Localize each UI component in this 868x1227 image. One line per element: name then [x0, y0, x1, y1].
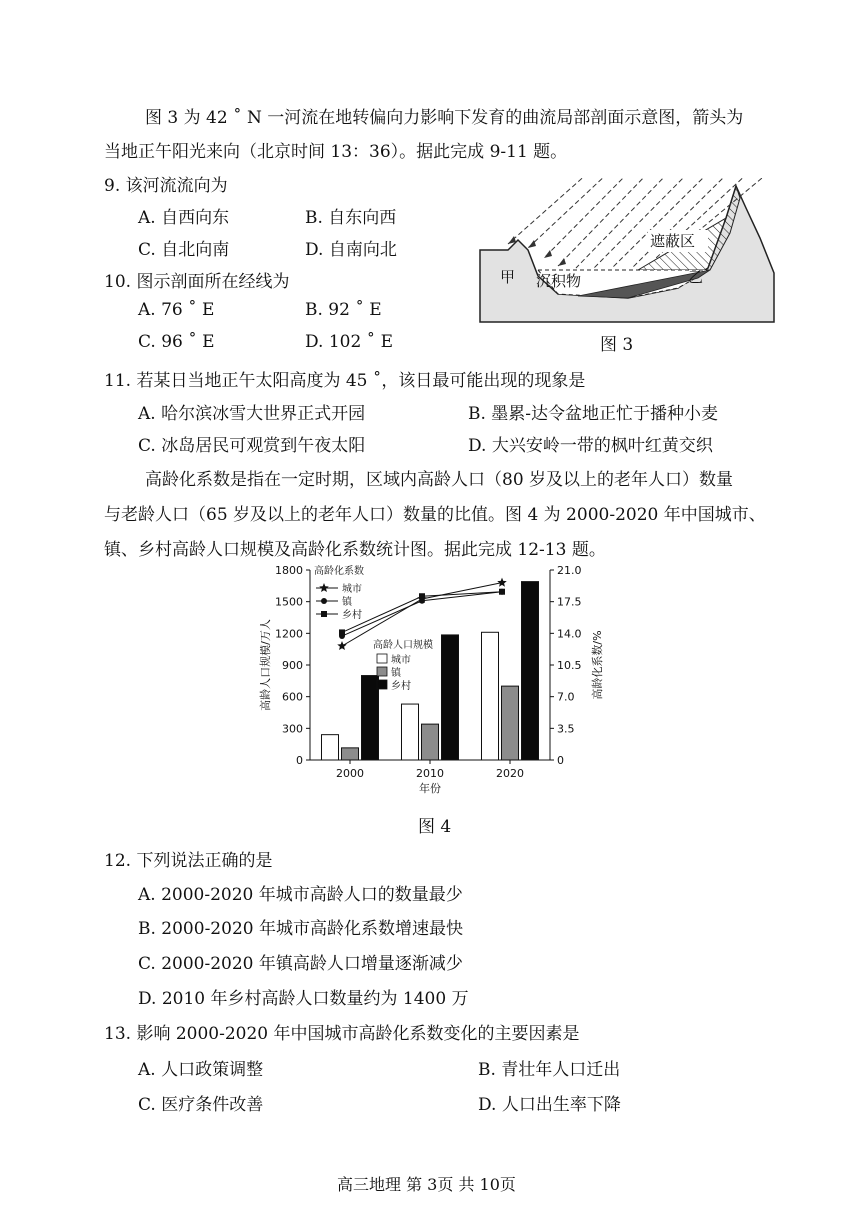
bar-乡村: [362, 676, 379, 760]
label-shaded-area: 遮蔽区: [650, 232, 696, 250]
line-legend-marker: [321, 611, 327, 617]
bar-legend-title: 高龄人口规模: [373, 640, 433, 651]
q10-option-b: B. 92 ˚ E: [305, 300, 382, 320]
x-tick-label: 2020: [496, 767, 524, 780]
figure-3-caption: 图 3: [600, 335, 634, 355]
y2-tick-label: 0: [557, 754, 564, 767]
figure-4-chart: [255, 560, 615, 800]
intro-line-1: 图 3 为 42 ˚ N 一河流在地转偏向力影响下发育的曲流局部剖面示意图，箭头为: [145, 108, 744, 128]
bar-城市: [402, 704, 419, 760]
q12-option-c: C. 2000-2020 年镇高龄人口增量逐渐减少: [138, 954, 463, 974]
q11-option-c: C. 冰岛居民可观赏到午夜太阳: [138, 436, 366, 456]
bar-城市: [322, 735, 339, 760]
question-11-stem: 11. 若某日当地正午太阳高度为 45 ˚，该日最可能出现的现象是: [104, 371, 586, 391]
line-legend-label: 乡村: [342, 610, 362, 621]
question-9-stem: 9. 该河流流向为: [104, 176, 228, 196]
q9-option-d: D. 自南向北: [305, 240, 397, 260]
q13-option-d: D. 人口出生率下降: [478, 1095, 621, 1115]
q9-option-c: C. 自北向南: [138, 240, 230, 260]
y-tick-label: 0: [296, 754, 303, 767]
point-城市: [337, 641, 347, 650]
bar-镇: [342, 748, 359, 760]
bar-legend-swatch: [377, 667, 387, 676]
bar-legend-swatch: [377, 654, 387, 663]
q13-option-a: A. 人口政策调整: [138, 1060, 264, 1080]
y2-axis-label: 高龄化系数/%: [591, 630, 604, 700]
intro2-line-2: 与老龄人口（65 岁及以上的老年人口）数量的比值。图 4 为 2000-2020 年中国城市、: [104, 505, 766, 525]
y-tick-label: 1500: [275, 595, 303, 609]
question-13-stem: 13. 影响 2000-2020 年中国城市高龄化系数变化的主要因素是: [104, 1024, 580, 1044]
q12-option-a: A. 2000-2020 年城市高龄人口的数量最少: [138, 885, 463, 905]
y-tick-label: 300: [282, 722, 303, 736]
intro-line-2: 当地正午阳光来向（北京时间 13：36）。据此完成 9-11 题。: [104, 142, 568, 162]
line-城市: [342, 583, 502, 646]
intro2-line-1: 高龄化系数是指在一定时期，区域内高龄人口（80 岁及以上的老年人口）数量: [145, 470, 734, 490]
q13-option-c: C. 医疗条件改善: [138, 1095, 264, 1115]
question-12-stem: 12. 下列说法正确的是: [104, 851, 273, 871]
label-sediment: 沉积物: [536, 272, 582, 290]
y-tick-label: 900: [282, 659, 303, 672]
bar-城市: [482, 632, 499, 760]
figure-4-caption: 图 4: [418, 817, 452, 837]
y2-tick-label: 7.0: [557, 690, 575, 704]
q10-option-d: D. 102 ˚ E: [305, 332, 393, 352]
point-乡村: [499, 589, 505, 595]
q11-option-b: B. 墨累-达令盆地正忙于播种小麦: [468, 404, 719, 424]
line-legend-label: 镇: [342, 597, 352, 608]
y-tick-label: 1200: [275, 627, 303, 641]
q12-option-b: B. 2000-2020 年城市高龄化系数增速最快: [138, 919, 463, 939]
bar-legend-swatch: [377, 680, 387, 689]
q12-option-d: D. 2010 年乡村高龄人口数量约为 1400 万: [138, 989, 469, 1009]
q13-option-b: B. 青壮年人口迁出: [478, 1060, 621, 1080]
q9-option-b: B. 自东向西: [305, 208, 397, 228]
bar-乡村: [442, 635, 459, 760]
q10-option-c: C. 96 ˚ E: [138, 332, 215, 352]
figure-3-river-profile: [478, 178, 778, 328]
point-乡村: [419, 593, 425, 599]
line-legend-marker: [321, 598, 327, 604]
bar-镇: [422, 724, 439, 760]
intro2-line-3: 镇、乡村高龄人口规模及高龄化系数统计图。据此完成 12-13 题。: [104, 540, 606, 560]
page-footer: 高三地理 第 3页 共 10页: [337, 1175, 516, 1194]
y2-tick-label: 14.0: [557, 627, 582, 641]
q10-option-a: A. 76 ˚ E: [138, 300, 215, 320]
bar-legend-label: 乡村: [391, 681, 411, 692]
bar-镇: [502, 686, 519, 760]
line-legend-title: 高龄化系数: [314, 566, 364, 577]
line-legend-label: 城市: [342, 584, 362, 595]
x-tick-label: 2010: [416, 767, 444, 780]
y-tick-label: 600: [282, 690, 303, 704]
y2-tick-label: 17.5: [557, 595, 582, 609]
line-legend-marker: [319, 583, 329, 592]
question-10-stem: 10. 图示剖面所在经线为: [104, 272, 290, 292]
label-yi: 乙: [688, 268, 704, 286]
q11-option-d: D. 大兴安岭一带的枫叶红黄交织: [468, 436, 713, 456]
bar-legend-label: 镇: [391, 668, 401, 679]
bar-乡村: [522, 582, 539, 760]
x-axis-label: 年份: [419, 782, 441, 795]
x-tick-label: 2000: [336, 767, 364, 780]
q9-option-a: A. 自西向东: [138, 208, 230, 228]
point-城市: [497, 578, 507, 587]
label-jia: 甲: [500, 268, 516, 286]
y2-tick-label: 21.0: [557, 564, 582, 577]
bar-legend-label: 城市: [391, 655, 411, 666]
y2-tick-label: 3.5: [557, 722, 575, 736]
y-axis-label: 高龄人口规模/万人: [259, 619, 272, 711]
q11-option-a: A. 哈尔滨冰雪大世界正式开园: [138, 404, 366, 424]
point-乡村: [339, 629, 345, 635]
y2-tick-label: 10.5: [557, 659, 582, 672]
y-tick-label: 1800: [275, 564, 303, 577]
